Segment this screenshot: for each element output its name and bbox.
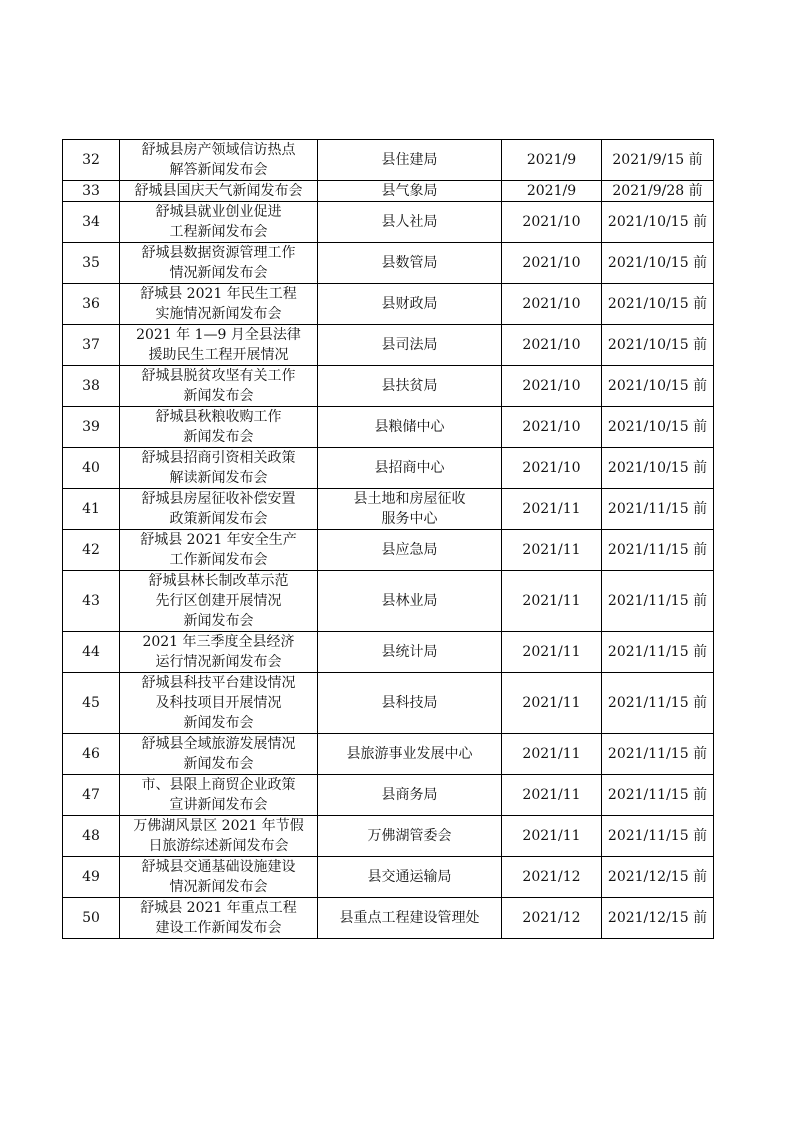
organizing-department-cell: 县交通运输局 (318, 857, 502, 898)
row-number-cell: 41 (63, 489, 120, 530)
scheduled-month-cell: 2021/10 (502, 366, 602, 407)
scheduled-month-cell: 2021/10 (502, 325, 602, 366)
table-row (63, 243, 714, 284)
conference-name-cell: 舒城县国庆天气新闻发布会 (120, 181, 318, 202)
conference-name-cell: 舒城县 2021 年重点工程 建设工作新闻发布会 (120, 898, 318, 939)
organizing-department-cell: 万佛湖管委会 (318, 816, 502, 857)
deadline-cell: 2021/10/15 前 (602, 366, 714, 407)
scheduled-month-cell: 2021/12 (502, 898, 602, 939)
organizing-department-cell: 县扶贫局 (318, 366, 502, 407)
row-number-cell: 37 (63, 325, 120, 366)
scheduled-month-cell: 2021/10 (502, 284, 602, 325)
row-number-cell: 47 (63, 775, 120, 816)
organizing-department-cell: 县旅游事业发展中心 (318, 734, 502, 775)
press-conference-schedule-table (62, 139, 714, 939)
conference-name-cell: 舒城县全域旅游发展情况 新闻发布会 (120, 734, 318, 775)
row-number-cell: 38 (63, 366, 120, 407)
conference-name-cell: 舒城县 2021 年民生工程 实施情况新闻发布会 (120, 284, 318, 325)
conference-name-cell: 舒城县秋粮收购工作 新闻发布会 (120, 407, 318, 448)
deadline-cell: 2021/12/15 前 (602, 898, 714, 939)
deadline-cell: 2021/10/15 前 (602, 243, 714, 284)
row-number-cell: 50 (63, 898, 120, 939)
table-row (63, 325, 714, 366)
scheduled-month-cell: 2021/11 (502, 816, 602, 857)
conference-name-cell: 舒城县林长制改革示范 先行区创建开展情况 新闻发布会 (120, 571, 318, 632)
table-row (63, 734, 714, 775)
deadline-cell: 2021/10/15 前 (602, 202, 714, 243)
scheduled-month-cell: 2021/11 (502, 734, 602, 775)
conference-name-cell: 舒城县交通基础设施建设 情况新闻发布会 (120, 857, 318, 898)
table-row (63, 571, 714, 632)
row-number-cell: 48 (63, 816, 120, 857)
organizing-department-cell: 县招商中心 (318, 448, 502, 489)
table-row (63, 284, 714, 325)
organizing-department-cell: 县科技局 (318, 673, 502, 734)
deadline-cell: 2021/11/15 前 (602, 734, 714, 775)
organizing-department-cell: 县住建局 (318, 140, 502, 181)
table-row (63, 898, 714, 939)
conference-name-cell: 舒城县房屋征收补偿安置 政策新闻发布会 (120, 489, 318, 530)
organizing-department-cell: 县重点工程建设管理处 (318, 898, 502, 939)
deadline-cell: 2021/9/15 前 (602, 140, 714, 181)
organizing-department-cell: 县司法局 (318, 325, 502, 366)
scheduled-month-cell: 2021/10 (502, 407, 602, 448)
table-row (63, 181, 714, 202)
table-row (63, 366, 714, 407)
organizing-department-cell: 县气象局 (318, 181, 502, 202)
deadline-cell: 2021/10/15 前 (602, 407, 714, 448)
row-number-cell: 43 (63, 571, 120, 632)
row-number-cell: 34 (63, 202, 120, 243)
organizing-department-cell: 县土地和房屋征收 服务中心 (318, 489, 502, 530)
table-row (63, 857, 714, 898)
table-row (63, 816, 714, 857)
conference-name-cell: 2021 年三季度全县经济 运行情况新闻发布会 (120, 632, 318, 673)
conference-name-cell: 舒城县科技平台建设情况 及科技项目开展情况 新闻发布会 (120, 673, 318, 734)
table-row (63, 448, 714, 489)
deadline-cell: 2021/11/15 前 (602, 632, 714, 673)
scheduled-month-cell: 2021/11 (502, 530, 602, 571)
row-number-cell: 35 (63, 243, 120, 284)
scheduled-month-cell: 2021/10 (502, 448, 602, 489)
organizing-department-cell: 县数管局 (318, 243, 502, 284)
deadline-cell: 2021/10/15 前 (602, 448, 714, 489)
organizing-department-cell: 县财政局 (318, 284, 502, 325)
deadline-cell: 2021/9/28 前 (602, 181, 714, 202)
organizing-department-cell: 县人社局 (318, 202, 502, 243)
row-number-cell: 42 (63, 530, 120, 571)
conference-name-cell: 舒城县房产领域信访热点 解答新闻发布会 (120, 140, 318, 181)
scheduled-month-cell: 2021/10 (502, 202, 602, 243)
conference-name-cell: 舒城县招商引资相关政策 解读新闻发布会 (120, 448, 318, 489)
conference-name-cell: 市、县限上商贸企业政策 宣讲新闻发布会 (120, 775, 318, 816)
table-body (63, 140, 714, 939)
table-row (63, 530, 714, 571)
deadline-cell: 2021/11/15 前 (602, 673, 714, 734)
table-row (63, 202, 714, 243)
organizing-department-cell: 县林业局 (318, 571, 502, 632)
organizing-department-cell: 县应急局 (318, 530, 502, 571)
scheduled-month-cell: 2021/11 (502, 571, 602, 632)
row-number-cell: 46 (63, 734, 120, 775)
row-number-cell: 36 (63, 284, 120, 325)
row-number-cell: 33 (63, 181, 120, 202)
row-number-cell: 49 (63, 857, 120, 898)
table-row (63, 775, 714, 816)
row-number-cell: 40 (63, 448, 120, 489)
table-row (63, 632, 714, 673)
deadline-cell: 2021/11/15 前 (602, 530, 714, 571)
scheduled-month-cell: 2021/12 (502, 857, 602, 898)
conference-name-cell: 舒城县数据资源管理工作 情况新闻发布会 (120, 243, 318, 284)
scheduled-month-cell: 2021/11 (502, 489, 602, 530)
scheduled-month-cell: 2021/9 (502, 181, 602, 202)
row-number-cell: 32 (63, 140, 120, 181)
table-row (63, 140, 714, 181)
row-number-cell: 45 (63, 673, 120, 734)
organizing-department-cell: 县商务局 (318, 775, 502, 816)
scheduled-month-cell: 2021/11 (502, 632, 602, 673)
deadline-cell: 2021/11/15 前 (602, 571, 714, 632)
conference-name-cell: 舒城县就业创业促进 工程新闻发布会 (120, 202, 318, 243)
row-number-cell: 44 (63, 632, 120, 673)
scheduled-month-cell: 2021/11 (502, 673, 602, 734)
deadline-cell: 2021/11/15 前 (602, 775, 714, 816)
deadline-cell: 2021/10/15 前 (602, 325, 714, 366)
organizing-department-cell: 县粮储中心 (318, 407, 502, 448)
deadline-cell: 2021/11/15 前 (602, 816, 714, 857)
scheduled-month-cell: 2021/9 (502, 140, 602, 181)
deadline-cell: 2021/10/15 前 (602, 284, 714, 325)
conference-name-cell: 舒城县脱贫攻坚有关工作 新闻发布会 (120, 366, 318, 407)
table-row (63, 407, 714, 448)
scheduled-month-cell: 2021/10 (502, 243, 602, 284)
conference-name-cell: 2021 年 1—9 月全县法律 援助民生工程开展情况 (120, 325, 318, 366)
table-row (63, 673, 714, 734)
organizing-department-cell: 县统计局 (318, 632, 502, 673)
table-row (63, 489, 714, 530)
deadline-cell: 2021/11/15 前 (602, 489, 714, 530)
scheduled-month-cell: 2021/11 (502, 775, 602, 816)
deadline-cell: 2021/12/15 前 (602, 857, 714, 898)
conference-name-cell: 万佛湖风景区 2021 年节假 日旅游综述新闻发布会 (120, 816, 318, 857)
row-number-cell: 39 (63, 407, 120, 448)
conference-name-cell: 舒城县 2021 年安全生产 工作新闻发布会 (120, 530, 318, 571)
